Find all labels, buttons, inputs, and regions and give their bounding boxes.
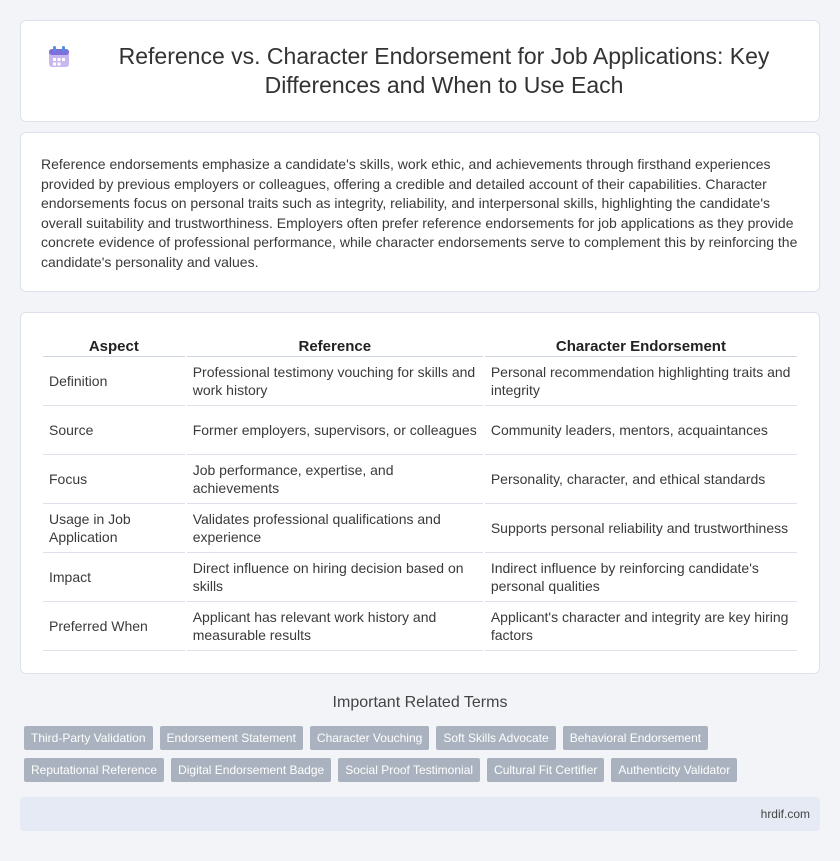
calendar-icon [46,44,72,70]
related-term-tag[interactable]: Third-Party Validation [24,726,153,750]
row-character: Applicant's character and integrity are key hiring factors [485,602,797,651]
intro-paragraph: Reference endorsements emphasize a candidate's skills, work ethic, and achievements through firsthand experiences provided by previous employers or colleagues, offering a credible and detailed account of their capabilities. Character endorsements focus on personal traits such as integrity, reliability, and interpersonal skills, highlighting the candidate's overall suitability and trustworthiness. Employers often prefer reference endorsements for job applications as they provide concrete evidence of professional performance, while character endorsements serve to complement this by reinforcing the candidate's personality and values. [41,156,798,270]
row-character: Community leaders, mentors, acquaintances [485,406,797,455]
related-terms-list [24,726,784,790]
row-aspect: Preferred When [43,602,185,651]
intro-card [20,132,820,292]
related-term-tag[interactable]: Endorsement Statement [160,726,303,750]
related-term-tag[interactable]: Behavioral Endorsement [563,726,708,750]
row-reference: Former employers, supervisors, or colleagues [187,406,483,455]
row-aspect: Definition [43,357,185,406]
header-card [20,20,820,122]
table-row [43,602,797,651]
footer-site-link[interactable]: hrdif.com [760,807,810,821]
row-aspect: Usage in Job Application [43,504,185,553]
table-header-row [43,335,797,357]
related-term-tag[interactable]: Authenticity Validator [611,758,737,782]
title-wrap [21,21,819,121]
row-reference: Professional testimony vouching for skills and work history [187,357,483,406]
row-aspect: Focus [43,455,185,504]
row-aspect: Source [43,406,185,455]
footer [20,797,820,831]
table-row [43,406,797,455]
related-term-tag[interactable]: Character Vouching [310,726,429,750]
comparison-table [41,335,799,651]
related-term-tag[interactable]: Reputational Reference [24,758,164,782]
row-reference: Validates professional qualifications and experience [187,504,483,553]
row-character: Personal recommendation highlighting traits and integrity [485,357,797,406]
row-reference: Applicant has relevant work history and measurable results [187,602,483,651]
table-row [43,357,797,406]
row-reference: Job performance, expertise, and achievements [187,455,483,504]
comparison-table-card [20,312,820,674]
related-terms-title: Important Related Terms [332,694,508,711]
related-term-tag[interactable]: Social Proof Testimonial [338,758,480,782]
row-character: Indirect influence by reinforcing candidate's personal qualities [485,553,797,602]
page-title: Reference vs. Character Endorsement for Job Applications: Key Differences and When to Use Each [118,43,770,98]
table-row [43,504,797,553]
related-term-tag[interactable]: Cultural Fit Certifier [487,758,604,782]
row-reference: Direct influence on hiring decision based on skills [187,553,483,602]
table-row [43,455,797,504]
table-row [43,553,797,602]
related-term-tag[interactable]: Digital Endorsement Badge [171,758,331,782]
related-term-tag[interactable]: Soft Skills Advocate [436,726,555,750]
header-reference: Reference [187,335,483,357]
header-character-endorsement: Character Endorsement [485,335,797,357]
row-character: Personality, character, and ethical standards [485,455,797,504]
row-character: Supports personal reliability and trustworthiness [485,504,797,553]
row-aspect: Impact [43,553,185,602]
header-aspect: Aspect [43,335,185,357]
